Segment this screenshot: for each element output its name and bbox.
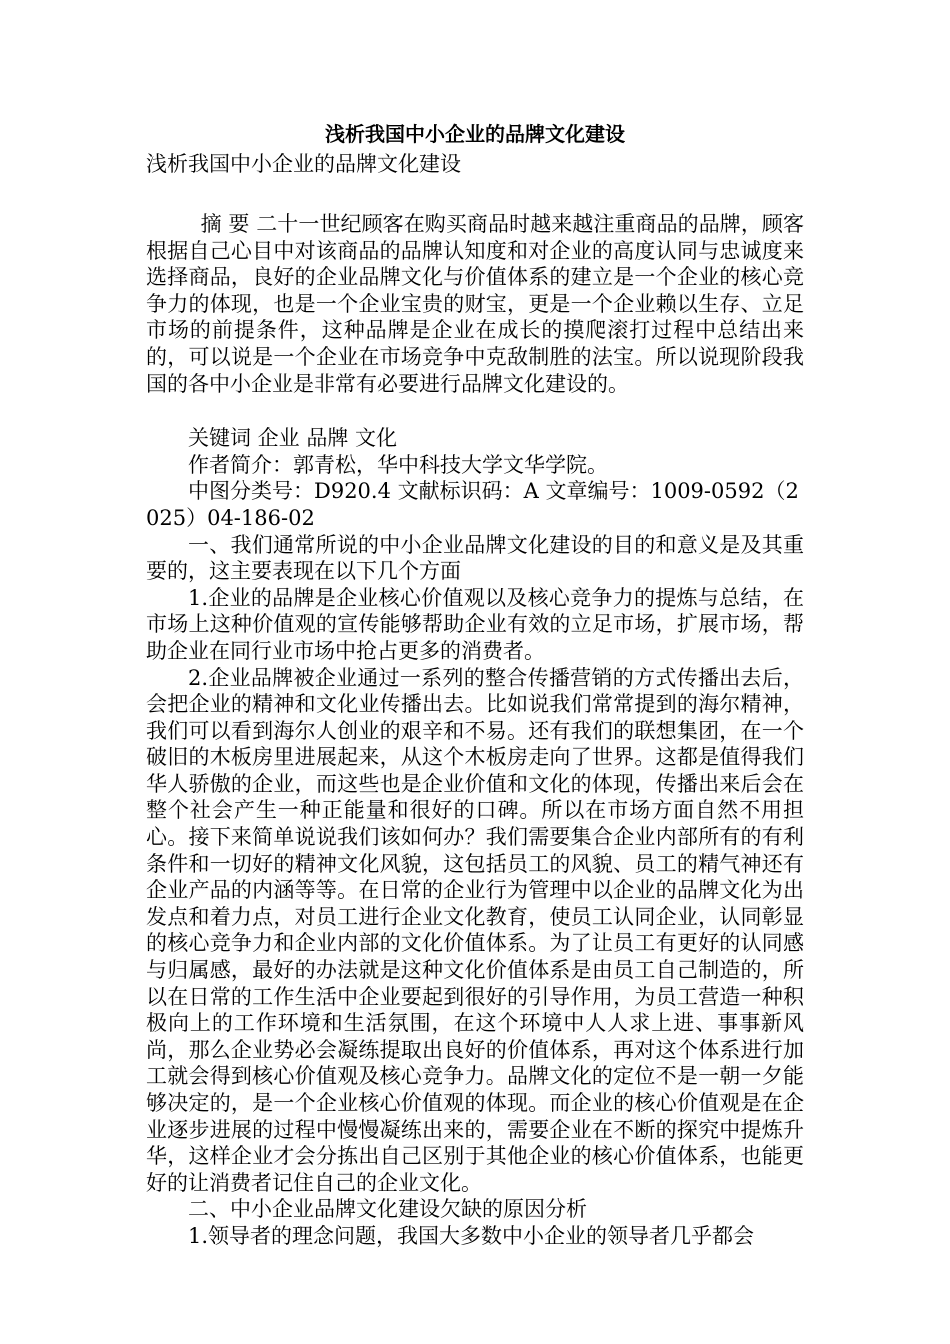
author-line: 作者简介：郭青松，华中科技大学文华学院。 bbox=[188, 452, 608, 477]
spacer bbox=[146, 397, 804, 425]
section-heading: 二、中小企业品牌文化建设欠缺的原因分析 bbox=[188, 1197, 587, 1222]
document-page bbox=[146, 120, 804, 1250]
spacer bbox=[146, 178, 804, 211]
abstract-paragraph: 摘 要 二十一世纪顾客在购买商品时越来越注重商品的品牌，顾客根据自己心目中对该商品的品牌认知度和对企业的高度认同与忠诚度来选择商品，良好的企业品牌文化与价值体系的建立是一个企业的核心竞争力的体现，也是一个企业宝贵的财宝，更是一个企业赖以生存、立足市场的前提条件，这种品牌是企业在成长的摸爬滚打过程中总结出来的，可以说是一个企业在市场竞争中克敌制胜的法宝。所以说现阶段我国的各中小企业是非常有必要进行品牌文化建设的。 bbox=[146, 212, 804, 396]
body-paragraph: 2.企业品牌被企业通过一系列的整合传播营销的方式传播出去后，会把企业的精神和文化业传播出去。比如说我们常常提到的海尔精神，我们可以看到海尔人创业的艰辛和不易。还有我们的联想集团，在一个破旧的木板房里进展起来，从这个木板房走向了世界。这都是值得我们华人骄傲的企业，而这些也是企业价值和文化的体现，传播出来后会在整个社会产生一种正能量和很好的口碑。所以在市场方面自然不用担心。接下来简单说说我们该如何办？我们需要集合企业内部所有的有利条件和一切好的精神文化风貌，这包括员工的风貌、员工的精气神还有企业产品的内涵等等。在日常的企业行为管理中以企业的品牌文化为出发点和着力点，对员工进行企业文化教育，使员工认同企业，认同彰显的核心竞争力和企业内部的文化价值体系。为了让员工有更好的认同感与归属感，最好的办法就是这种文化价值体系是由员工自己制造的，所以在日常的工作生活中企业要起到很好的引导作用，为员工营造一种积极向上的工作环境和生活氛围，在这个环境中人人求上进、事事新风尚，那么企业势必会凝练提取出良好的价值体系，再对这个体系进行加工就会得到核心价值观及核心竞争力。品牌文化的定位不是一朝一夕能够决定的，是一个企业核心价值观的体现。而企业的核心价值观是在企业逐步进展的过程中慢慢凝练出来的，需要企业在不断的探究中提炼升华，这样企业才会分拣出自己区别于其他企业的核心价值体系，也能更好的让消费者记住自己的企业文化。 bbox=[146, 665, 804, 1195]
body-paragraph: 1.领导者的理念问题，我国大多数中小企业的领导者几乎都会 bbox=[188, 1223, 755, 1248]
keywords-line: 关键词 企业 品牌 文化 bbox=[188, 426, 398, 451]
section-heading: 一、我们通常所说的中小企业品牌文化建设的目的和意义是及其重要的，这主要表现在以下几个方面 bbox=[146, 532, 804, 584]
classification-line: 中图分类号：D920.4 文献标识码：A 文章编号：1009-0592（2025）04-186-02 bbox=[146, 479, 799, 530]
body-paragraph: 1.企业的品牌是企业核心价值观以及核心竞争力的提炼与总结，在市场上这种价值观的宣传能够帮助企业有效的立足市场，扩展市场，帮助企业在同行业市场中抢占更多的消费者。 bbox=[146, 585, 804, 663]
document-title: 浅析我国中小企业的品牌文化建设 bbox=[325, 122, 625, 146]
document-subtitle: 浅析我国中小企业的品牌文化建设 bbox=[146, 152, 461, 176]
